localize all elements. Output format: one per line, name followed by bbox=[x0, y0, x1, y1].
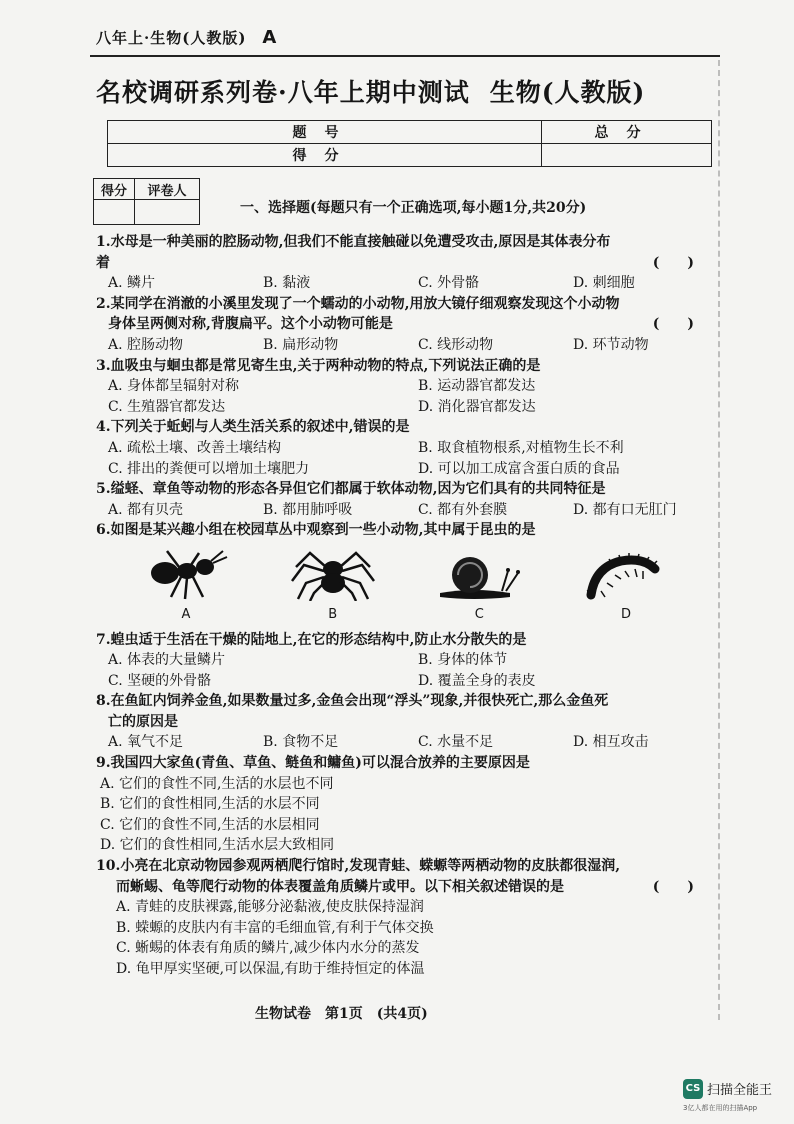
question-text-cont: 而蜥蜴、龟等爬行动物的体表覆盖角质鳞片或甲。以下相关叙述错误的是 bbox=[116, 878, 564, 895]
option-b[interactable]: B. 运动器官都发达 bbox=[418, 378, 536, 395]
ant-icon bbox=[141, 547, 231, 601]
option-a[interactable]: A. 它们的食性不同,生活的水层也不同 bbox=[100, 775, 334, 792]
option-a[interactable]: A. 鳞片 bbox=[108, 275, 156, 292]
exam-title-main: 名校调研系列卷·八年上期中测试 bbox=[96, 78, 470, 107]
options bbox=[96, 815, 716, 836]
grader-box-score-cell[interactable] bbox=[94, 200, 135, 225]
answer-blank[interactable]: ( ) bbox=[652, 316, 694, 333]
score-table-score-label: 得分 bbox=[108, 144, 542, 167]
option-c[interactable]: C. 排出的粪便可以增加土壤肥力 bbox=[108, 460, 310, 477]
option-a[interactable]: A. 体表的大量鳞片 bbox=[108, 652, 226, 669]
question-text: 血吸虫与蛔虫都是常见寄生虫,关于两种动物的特点,下列说法正确的是 bbox=[110, 357, 541, 374]
question-stem-cont bbox=[96, 712, 716, 733]
question-text: 如图是某兴趣小组在校园草丛中观察到一些小动物,其中属于昆虫的是 bbox=[110, 522, 536, 539]
options bbox=[96, 959, 716, 980]
question-6 bbox=[96, 520, 716, 625]
figure-d-label: D bbox=[620, 606, 631, 622]
option-c[interactable]: C. 线形动物 bbox=[418, 336, 494, 353]
question-text: 蝗虫适于生活在干燥的陆地上,在它的形态结构中,防止水分散失的是 bbox=[110, 631, 527, 648]
question-5 bbox=[96, 479, 716, 520]
option-b[interactable]: B. 扁形动物 bbox=[263, 336, 339, 353]
question-number: 6. bbox=[96, 522, 111, 539]
question-text: 下列关于蚯蚓与人类生活关系的叙述中,错误的是 bbox=[110, 419, 410, 436]
option-b[interactable]: B. 黏液 bbox=[263, 275, 311, 292]
question-number: 10. bbox=[96, 858, 121, 875]
question-stem bbox=[96, 294, 716, 315]
spider-icon bbox=[288, 547, 378, 601]
question-7 bbox=[96, 630, 716, 692]
scanner-logo-icon: CS bbox=[683, 1079, 703, 1099]
question-stem-cont bbox=[96, 253, 716, 274]
question-2 bbox=[96, 294, 716, 356]
question-text: 在鱼缸内饲养金鱼,如果数量过多,金鱼会出现“浮头”现象,并很快死亡,那么金鱼死 bbox=[110, 693, 609, 710]
option-d[interactable]: D. 刺细胞 bbox=[573, 275, 635, 292]
millipede-icon bbox=[581, 547, 671, 601]
figure-a[interactable] bbox=[126, 547, 246, 626]
option-a[interactable]: A. 氧气不足 bbox=[108, 734, 184, 751]
option-c[interactable]: C. 蜥蜴的体表有角质的鳞片,减少体内水分的蒸发 bbox=[116, 940, 420, 957]
question-text-cont: 着 bbox=[96, 254, 110, 271]
option-b[interactable]: B. 身体的体节 bbox=[418, 652, 508, 669]
question-number: 8. bbox=[96, 693, 111, 710]
header-divider bbox=[90, 55, 720, 57]
options bbox=[96, 732, 716, 753]
options bbox=[96, 376, 716, 397]
footer-page-number: 第1页 bbox=[325, 1006, 363, 1022]
question-9 bbox=[96, 753, 716, 856]
options bbox=[96, 835, 716, 856]
snail-icon bbox=[434, 547, 524, 601]
option-d[interactable]: D. 龟甲厚实坚硬,可以保温,有助于维持恒定的体温 bbox=[116, 961, 425, 977]
option-a[interactable]: A. 身体都呈辐射对称 bbox=[108, 378, 240, 395]
footer-paper-name: 生物试卷 bbox=[255, 1006, 311, 1022]
option-a[interactable]: A. 都有贝壳 bbox=[108, 501, 184, 518]
score-table-total-label: 总分 bbox=[542, 121, 712, 144]
scanner-tagline: 3亿人都在用的扫描App bbox=[683, 1103, 758, 1112]
scanner-watermark bbox=[683, 1078, 772, 1113]
options bbox=[96, 671, 716, 692]
option-c[interactable]: C. 生殖器官都发达 bbox=[108, 398, 226, 415]
option-d[interactable]: D. 覆盖全身的表皮 bbox=[418, 672, 536, 689]
question-number: 9. bbox=[96, 755, 111, 772]
options bbox=[96, 774, 716, 795]
option-c[interactable]: C. 水量不足 bbox=[418, 734, 494, 751]
question-text: 某同学在消澈的小溪里发现了一个蠕动的小动物,用放大镜仔细观察发现这个小动物 bbox=[110, 295, 620, 312]
score-table bbox=[107, 120, 712, 167]
question-number: 2. bbox=[96, 295, 111, 312]
page-footer bbox=[255, 1003, 442, 1023]
question-1 bbox=[96, 232, 716, 294]
score-table-header-label: 题号 bbox=[108, 121, 542, 144]
options bbox=[96, 918, 716, 939]
option-c[interactable]: C. 它们的食性不同,生活的水层相同 bbox=[100, 816, 320, 833]
section-heading: 一、选择题(每题只有一个正确选项,每小题1分,共20分) bbox=[240, 200, 587, 216]
option-a[interactable]: A. 疏松土壤、改善土壤结构 bbox=[108, 439, 282, 456]
grader-box-grader-label: 评卷人 bbox=[135, 179, 200, 200]
question-stem bbox=[96, 520, 716, 541]
question-stem bbox=[96, 232, 716, 253]
grader-box-score-label: 得分 bbox=[94, 179, 135, 200]
question-text-cont: 亡的原因是 bbox=[108, 713, 178, 730]
question-text: 小亮在北京动物园参观两栖爬行馆时,发现青蛙、蝾螈等两栖动物的皮肤都很湿润, bbox=[120, 858, 621, 875]
figure-c[interactable] bbox=[419, 547, 539, 626]
question-3 bbox=[96, 356, 716, 418]
scanner-app-name: 扫描全能王 bbox=[707, 1083, 773, 1098]
option-b[interactable]: B. 都用肺呼吸 bbox=[263, 501, 353, 518]
options bbox=[96, 500, 716, 521]
figure-a-label: A bbox=[181, 606, 191, 622]
option-a[interactable]: A. 腔肠动物 bbox=[108, 336, 184, 353]
option-a[interactable]: A. 青蛙的皮肤裸露,能够分泌黏液,使皮肤保持湿润 bbox=[116, 899, 424, 916]
question-text: 我国四大家鱼(青鱼、草鱼、鲢鱼和鳙鱼)可以混合放养的主要原因是 bbox=[110, 755, 530, 772]
exam-title bbox=[96, 73, 716, 109]
option-c[interactable]: C. 坚硬的外骨骼 bbox=[108, 672, 212, 689]
figure-b[interactable] bbox=[273, 547, 393, 626]
score-table-total-cell[interactable] bbox=[542, 144, 712, 167]
question-number: 4. bbox=[96, 419, 111, 436]
header-tag bbox=[96, 27, 277, 48]
question-stem bbox=[96, 856, 716, 877]
question-stem bbox=[96, 356, 716, 377]
animal-figures bbox=[126, 547, 686, 626]
question-stem-cont bbox=[96, 314, 716, 335]
option-b[interactable]: B. 它们的食性相同,生活的水层不同 bbox=[100, 796, 320, 813]
option-d[interactable]: D. 相互攻击 bbox=[573, 734, 649, 751]
question-stem-cont bbox=[96, 877, 716, 898]
options bbox=[96, 397, 716, 418]
exam-title-subject: 生物(人教版) bbox=[489, 78, 646, 107]
question-stem bbox=[96, 417, 716, 438]
footer-total-pages: (共4页) bbox=[376, 1006, 428, 1022]
options bbox=[96, 650, 716, 671]
grader-box-grader-cell[interactable] bbox=[135, 200, 200, 225]
question-text: 水母是一种美丽的腔肠动物,但我们不能直接触碰以免遭受攻击,原因是其体表分布 bbox=[110, 234, 611, 250]
option-b[interactable]: B. 蝾螈的皮肤内有丰富的毛细血管,有利于气体交换 bbox=[116, 919, 434, 936]
question-stem bbox=[96, 479, 716, 500]
options bbox=[96, 459, 716, 480]
option-c[interactable]: C. 都有外套膜 bbox=[418, 501, 508, 518]
version-letter: A bbox=[262, 27, 278, 48]
question-8 bbox=[96, 691, 716, 753]
option-b[interactable]: B. 取食植物根系,对植物生长不利 bbox=[418, 439, 624, 456]
question-text-cont: 身体呈两侧对称,背腹扁平。这个小动物可能是 bbox=[108, 316, 393, 333]
option-d[interactable]: D. 消化器官都发达 bbox=[418, 398, 536, 415]
answer-blank[interactable]: ( ) bbox=[652, 254, 694, 271]
question-stem bbox=[96, 691, 716, 712]
question-number: 7. bbox=[96, 631, 111, 648]
option-d[interactable]: D. 它们的食性相同,生活水层大致相同 bbox=[100, 837, 335, 854]
options bbox=[96, 938, 716, 959]
option-d[interactable]: D. 可以加工成富含蛋白质的食品 bbox=[418, 460, 620, 477]
grader-box bbox=[93, 178, 200, 225]
figure-b-label: B bbox=[328, 606, 338, 622]
answer-blank[interactable]: ( ) bbox=[652, 878, 694, 895]
option-b[interactable]: B. 食物不足 bbox=[263, 734, 339, 751]
question-stem bbox=[96, 753, 716, 774]
figure-d[interactable] bbox=[566, 547, 686, 626]
question-list bbox=[96, 232, 716, 980]
question-text: 缢蛏、章鱼等动物的形态各异但它们都属于软体动物,因为它们具有的共同特征是 bbox=[110, 481, 606, 498]
options bbox=[96, 273, 716, 294]
header-tag-text: 八年上·生物(人教版) bbox=[96, 29, 247, 47]
question-10 bbox=[96, 856, 716, 980]
options bbox=[96, 438, 716, 459]
figure-c-label: C bbox=[474, 606, 484, 622]
question-4 bbox=[96, 417, 716, 479]
binding-line bbox=[718, 60, 720, 1020]
options bbox=[96, 794, 716, 815]
question-stem bbox=[96, 630, 716, 651]
options bbox=[96, 335, 716, 356]
question-number: 3. bbox=[96, 357, 111, 374]
option-d[interactable]: D. 环节动物 bbox=[573, 336, 649, 353]
options bbox=[96, 897, 716, 918]
question-number: 1. bbox=[96, 234, 111, 250]
question-number: 5. bbox=[96, 481, 111, 498]
option-c[interactable]: C. 外骨骼 bbox=[418, 275, 480, 292]
option-d[interactable]: D. 都有口无肛门 bbox=[573, 501, 677, 518]
